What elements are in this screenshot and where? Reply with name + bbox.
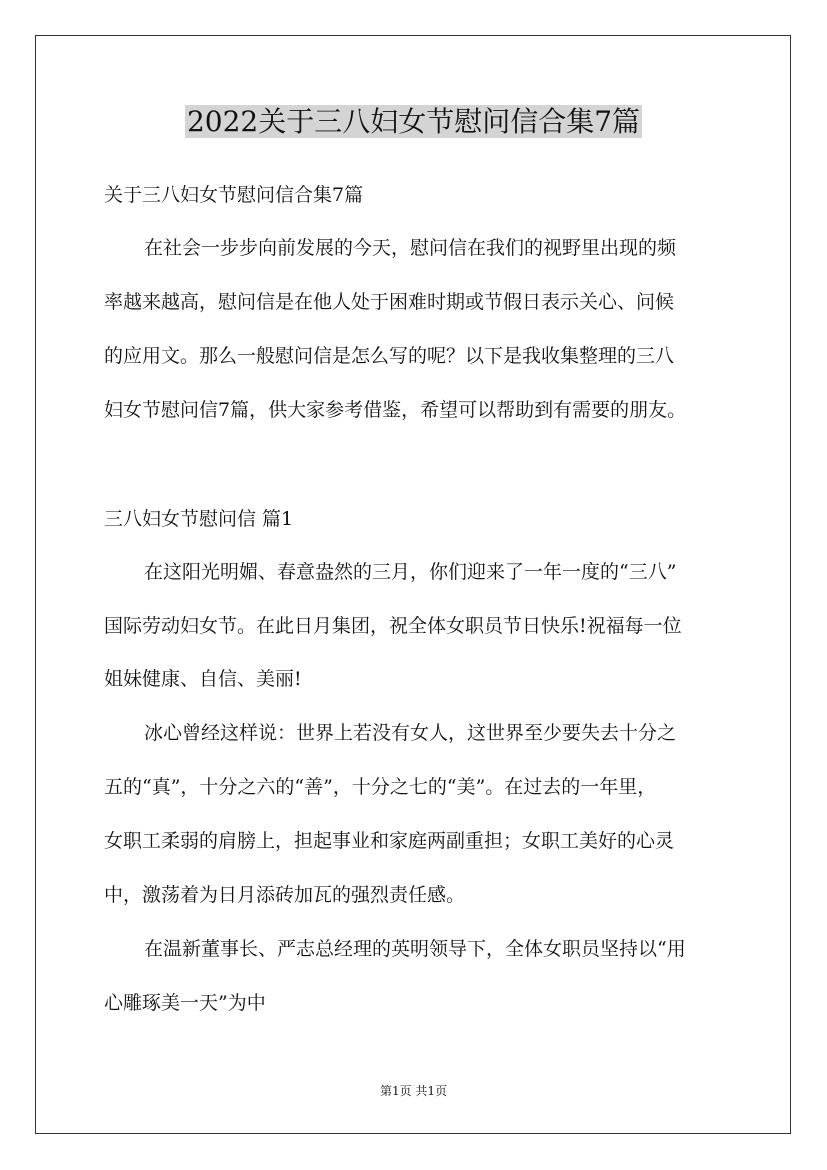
body-line: 国际劳动妇女节。在此日月集团，祝全体女职员节日快乐!祝福每一位 — [104, 615, 682, 637]
intro-line: 妇女节慰问信7篇，供大家参考借鉴，希望可以帮助到有需要的朋友。 — [104, 399, 687, 421]
section-heading: 三八妇女节慰问信 篇1 — [104, 508, 294, 530]
intro-line: 率越来越高，慰问信是在他人处于困难时期或节假日表示关心、问候 — [104, 291, 675, 313]
body-line: 女职工柔弱的肩膀上，担起事业和家庭两副重担；女职工美好的心灵 — [104, 830, 675, 852]
body-line: 冰心曾经这样说：世界上若没有女人，这世界至少要失去十分之 — [144, 722, 677, 744]
body-line: 中，激荡着为日月添砖加瓦的强烈责任感。 — [104, 884, 466, 906]
document-title: 2022关于三八妇女节慰问信合集7篇 — [186, 105, 641, 138]
page-footer: 第1页 共1页 — [379, 1084, 448, 1098]
intro-line: 在社会一步步向前发展的今天，慰问信在我们的视野里出现的频 — [144, 237, 677, 259]
body-line: 在这阳光明媚、春意盎然的三月，你们迎来了一年一度的“三八” — [144, 561, 677, 583]
body-line: 五的“真”，十分之六的“善”，十分之七的“美”。在过去的一年里， — [104, 776, 657, 798]
body-line: 心雕琢美一天”为中 — [104, 992, 266, 1014]
intro-line: 的应用文。那么一般慰问信是怎么写的呢？以下是我收集整理的三八 — [104, 345, 675, 367]
body-line: 姐妹健康、自信、美丽! — [104, 668, 302, 690]
document-subtitle: 关于三八妇女节慰问信合集7篇 — [104, 184, 364, 206]
body-line: 在温新董事长、严志总经理的英明领导下，全体女职员坚持以“用 — [144, 938, 686, 960]
